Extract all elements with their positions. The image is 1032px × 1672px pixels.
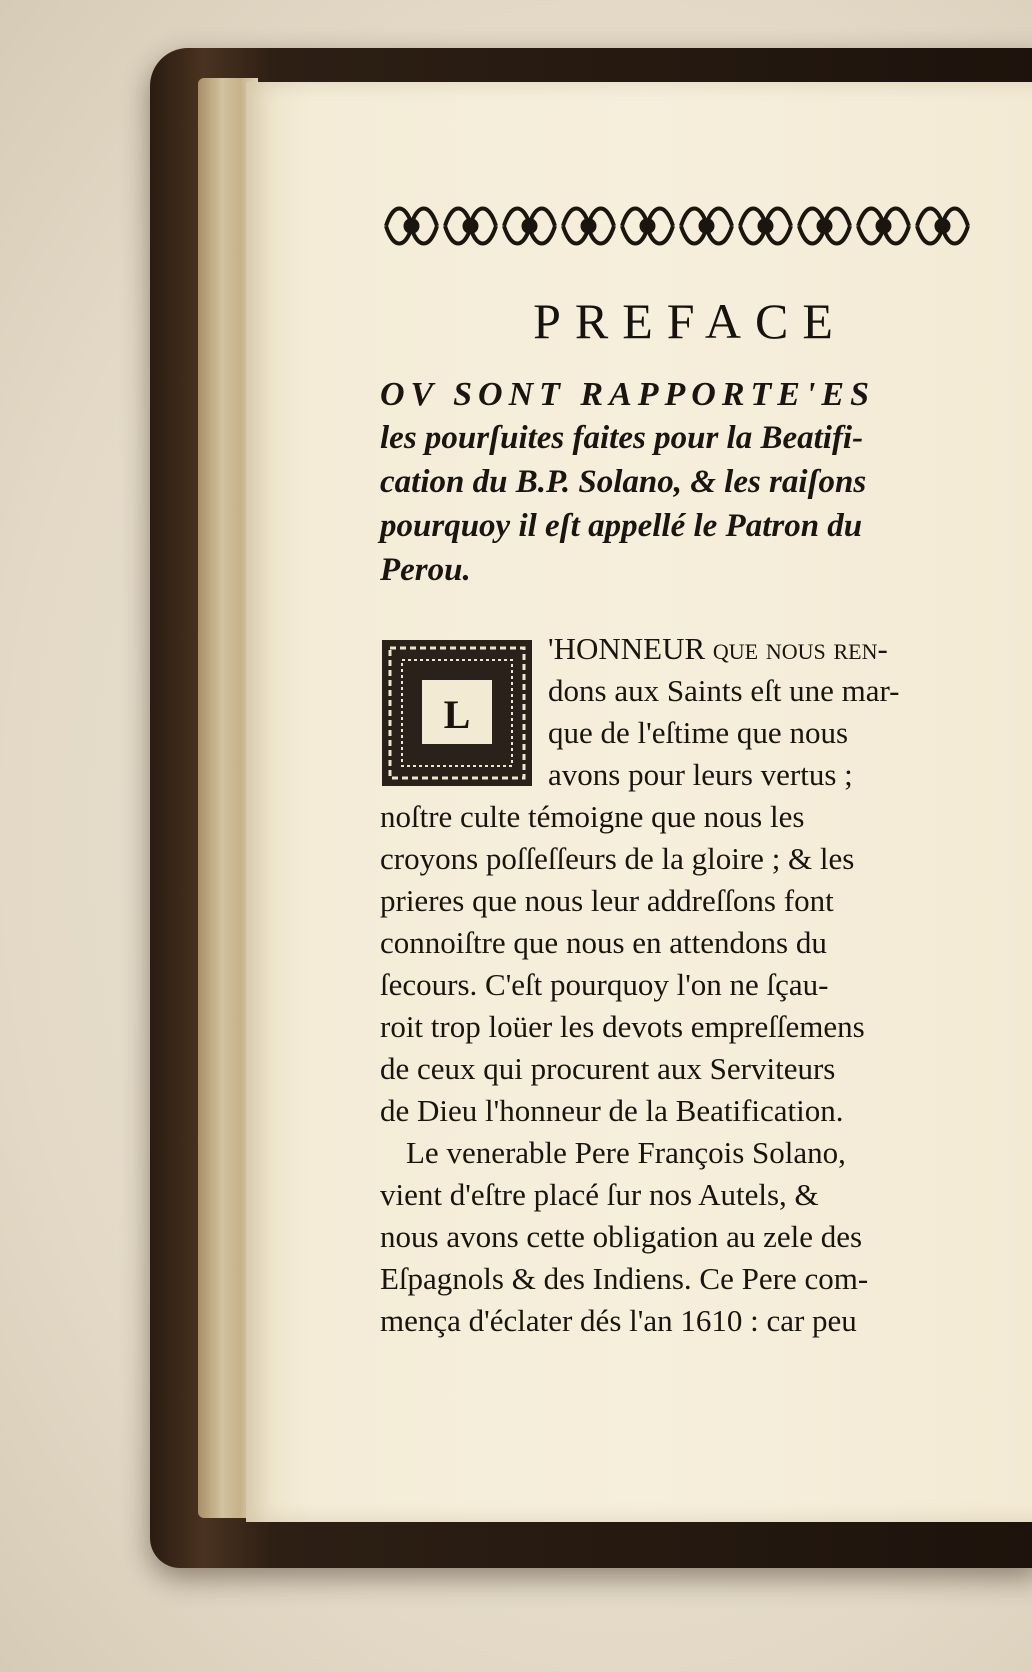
text-line: mença d'éclater dés l'an 1610 : car peu (380, 1303, 857, 1338)
text-line: nous avons cette obligation au zele des (380, 1219, 863, 1254)
subtitle-line: cation du B.P. Solano, & les raiſons (380, 464, 867, 500)
text-line: ſecours. C'eſt pourquoy l'on ne ſçau- (380, 967, 829, 1002)
subtitle-line: Perou. (380, 552, 471, 588)
text-line: de ceux qui procurent aux Serviteurs (380, 1051, 836, 1086)
text-line: roit trop loüer les devots empreſſemens (380, 1009, 865, 1044)
text-line: connoiſtre que nous en attendons du (380, 925, 827, 960)
fleuron-dot (937, 220, 949, 232)
dropcap-letter: L (443, 692, 471, 737)
subtitle-line: pourquoy il eſt appellé le Patron du (380, 508, 863, 544)
subtitle (380, 378, 980, 598)
fleuron-dot (642, 220, 654, 232)
fleuron-dot (760, 220, 772, 232)
text-line: 'HONNEUR que nous ren- (548, 631, 888, 666)
text-line: de Dieu l'honneur de la Beatification. (380, 1093, 844, 1128)
body-text (380, 628, 976, 1342)
text-line: que de l'eſtime que nous (548, 715, 849, 750)
fleuron-dot (701, 220, 713, 232)
fleuron-band-icon (382, 194, 972, 258)
text-line: avons pour leurs vertus ; (548, 757, 853, 792)
fleuron-dot (524, 220, 536, 232)
text-line: dons aux Saints eſt une mar- (548, 673, 900, 708)
text-line: croyons poſſeſſeurs de la gloire ; & les (380, 841, 855, 876)
text-line: Eſpagnols & des Indiens. Ce Pere com- (380, 1261, 869, 1296)
fleuron-dot (819, 220, 831, 232)
text-line: Le venerable Pere François Solano, (406, 1135, 846, 1170)
text-line: vient d'eſtre placé ſur nos Autels, & (380, 1177, 819, 1212)
fleuron-dot (465, 220, 477, 232)
text-line: noſtre culte témoigne que nous les (380, 799, 805, 834)
fleuron-dot (406, 220, 418, 232)
fleuron-dot (878, 220, 890, 232)
subtitle-line: les pourſuites faites pour la Beatifi- (380, 420, 864, 456)
subtitle-line: OV SONT RAPPORTE'ES (380, 376, 876, 413)
text-line: prieres que nous leur addreſſons font (380, 883, 834, 918)
page-title: PREFACE (533, 293, 847, 349)
fleuron-dot (583, 220, 595, 232)
